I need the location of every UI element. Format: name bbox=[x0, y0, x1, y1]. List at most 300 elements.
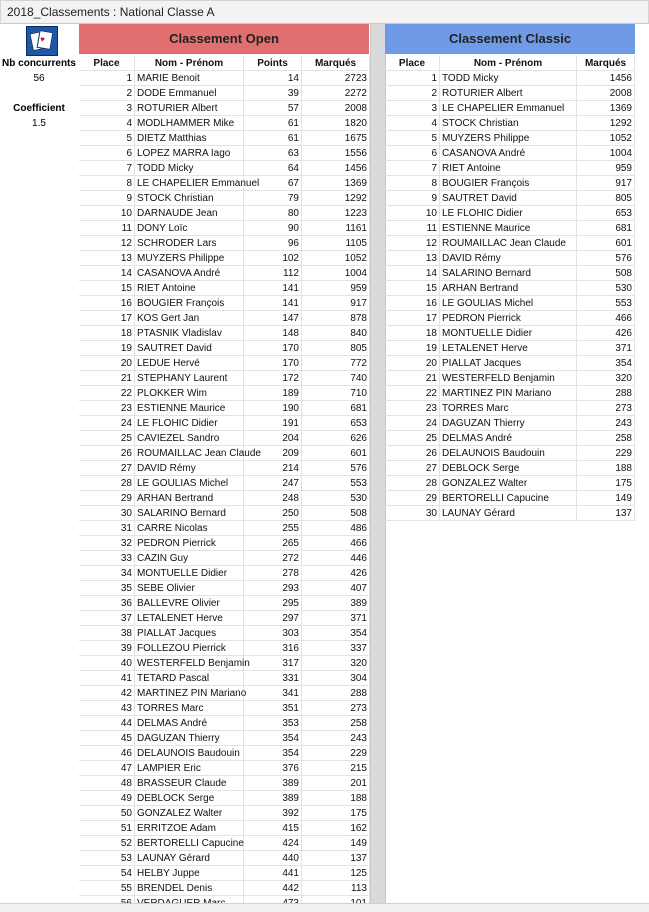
cell-points[interactable]: 189 bbox=[244, 386, 302, 401]
cell-place[interactable]: 19 bbox=[79, 341, 135, 356]
cell-scored[interactable]: 389 bbox=[302, 596, 370, 611]
cell-place[interactable]: 53 bbox=[79, 851, 135, 866]
cell-points[interactable]: 265 bbox=[244, 536, 302, 551]
cell-points[interactable]: 389 bbox=[244, 791, 302, 806]
cell-scored[interactable]: 243 bbox=[577, 416, 635, 431]
cell-name[interactable]: FOLLEZOU Pierrick bbox=[135, 641, 244, 656]
cell-name[interactable]: BOUGIER François bbox=[440, 176, 577, 191]
cell-name[interactable]: TORRES Marc bbox=[135, 701, 244, 716]
cell-points[interactable]: 214 bbox=[244, 461, 302, 476]
cell-place[interactable]: 17 bbox=[385, 311, 440, 326]
cell-scored[interactable]: 1369 bbox=[577, 101, 635, 116]
cell-name[interactable]: DEBLOCK Serge bbox=[440, 461, 577, 476]
cell-place[interactable]: 17 bbox=[79, 311, 135, 326]
cell-name[interactable]: DELAUNOIS Baudouin bbox=[135, 746, 244, 761]
cell-scored[interactable]: 243 bbox=[302, 731, 370, 746]
cell-scored[interactable]: 162 bbox=[302, 821, 370, 836]
cell-place[interactable]: 22 bbox=[79, 386, 135, 401]
coefficient-value[interactable]: 1.5 bbox=[32, 118, 46, 129]
cell-name[interactable]: LAUNAY Gérard bbox=[440, 506, 577, 521]
cell-place[interactable]: 5 bbox=[385, 131, 440, 146]
cell-name[interactable]: RIET Antoine bbox=[440, 161, 577, 176]
cell-scored[interactable]: 137 bbox=[577, 506, 635, 521]
cell-points[interactable]: 316 bbox=[244, 641, 302, 656]
cell-place[interactable]: 9 bbox=[385, 191, 440, 206]
cell-name[interactable]: MUYZERS Philippe bbox=[135, 251, 244, 266]
cell-points[interactable]: 272 bbox=[244, 551, 302, 566]
cell-name[interactable]: MONTUELLE Didier bbox=[135, 566, 244, 581]
cell-points[interactable]: 209 bbox=[244, 446, 302, 461]
cell-place[interactable]: 1 bbox=[385, 71, 440, 86]
cell-points[interactable]: 141 bbox=[244, 281, 302, 296]
cell-points[interactable]: 63 bbox=[244, 146, 302, 161]
cell-place[interactable]: 28 bbox=[79, 476, 135, 491]
cell-scored[interactable]: 137 bbox=[302, 851, 370, 866]
cell-points[interactable]: 14 bbox=[244, 71, 302, 86]
cell-place[interactable]: 1 bbox=[79, 71, 135, 86]
cell-place[interactable]: 4 bbox=[385, 116, 440, 131]
cell-place[interactable]: 8 bbox=[79, 176, 135, 191]
column-header-scored[interactable]: Marqués bbox=[577, 56, 635, 71]
cell-name[interactable]: SAUTRET David bbox=[135, 341, 244, 356]
cell-points[interactable]: 297 bbox=[244, 611, 302, 626]
column-header-name[interactable]: Nom - Prénom bbox=[135, 56, 244, 71]
cell-place[interactable]: 34 bbox=[79, 566, 135, 581]
cell-name[interactable]: TODD Micky bbox=[440, 71, 577, 86]
cell-name[interactable]: TETARD Pascal bbox=[135, 671, 244, 686]
spreadsheet[interactable] bbox=[0, 24, 649, 912]
cell-place[interactable]: 29 bbox=[79, 491, 135, 506]
cell-place[interactable]: 12 bbox=[79, 236, 135, 251]
cell-name[interactable]: PTASNIK Vladislav bbox=[135, 326, 244, 341]
cell-place[interactable]: 35 bbox=[79, 581, 135, 596]
cell-points[interactable]: 247 bbox=[244, 476, 302, 491]
cell-place[interactable]: 55 bbox=[79, 881, 135, 896]
cell-name[interactable]: PLOKKER Wim bbox=[135, 386, 244, 401]
cell-points[interactable]: 148 bbox=[244, 326, 302, 341]
cell-points[interactable]: 354 bbox=[244, 746, 302, 761]
cell-place[interactable]: 26 bbox=[385, 446, 440, 461]
cell-name[interactable]: ARHAN Bertrand bbox=[135, 491, 244, 506]
cell-points[interactable]: 67 bbox=[244, 176, 302, 191]
cell-name[interactable]: MARIE Benoit bbox=[135, 71, 244, 86]
cell-name[interactable]: DAVID Rémy bbox=[440, 251, 577, 266]
cell-points[interactable]: 141 bbox=[244, 296, 302, 311]
cell-place[interactable]: 16 bbox=[79, 296, 135, 311]
cell-place[interactable]: 30 bbox=[385, 506, 440, 521]
cell-place[interactable]: 31 bbox=[79, 521, 135, 536]
cell-points[interactable]: 90 bbox=[244, 221, 302, 236]
cell-scored[interactable]: 553 bbox=[302, 476, 370, 491]
cell-scored[interactable]: 805 bbox=[577, 191, 635, 206]
cell-place[interactable]: 38 bbox=[79, 626, 135, 641]
cell-name[interactable]: GONZALEZ Walter bbox=[135, 806, 244, 821]
cell-points[interactable]: 293 bbox=[244, 581, 302, 596]
cell-name[interactable]: LE GOULIAS Michel bbox=[440, 296, 577, 311]
cell-name[interactable]: CARRE Nicolas bbox=[135, 521, 244, 536]
cell-scored[interactable]: 2723 bbox=[302, 71, 370, 86]
cell-name[interactable]: ROTURIER Albert bbox=[440, 86, 577, 101]
cell-place[interactable]: 30 bbox=[79, 506, 135, 521]
cell-name[interactable]: SEBE Olivier bbox=[135, 581, 244, 596]
cell-points[interactable]: 392 bbox=[244, 806, 302, 821]
nb-concurrents-value[interactable]: 56 bbox=[33, 73, 45, 84]
cell-name[interactable]: DEBLOCK Serge bbox=[135, 791, 244, 806]
cell-name[interactable]: CAZIN Guy bbox=[135, 551, 244, 566]
cell-place[interactable]: 11 bbox=[79, 221, 135, 236]
cell-place[interactable]: 21 bbox=[79, 371, 135, 386]
cell-name[interactable]: ARHAN Bertrand bbox=[440, 281, 577, 296]
cell-scored[interactable]: 215 bbox=[302, 761, 370, 776]
cell-name[interactable]: CASANOVA André bbox=[135, 266, 244, 281]
cell-points[interactable]: 80 bbox=[244, 206, 302, 221]
cell-place[interactable]: 49 bbox=[79, 791, 135, 806]
cell-scored[interactable]: 2272 bbox=[302, 86, 370, 101]
cell-place[interactable]: 27 bbox=[79, 461, 135, 476]
cell-scored[interactable]: 288 bbox=[577, 386, 635, 401]
cell-name[interactable]: DAGUZAN Thierry bbox=[440, 416, 577, 431]
cell-name[interactable]: BALLEVRE Olivier bbox=[135, 596, 244, 611]
cell-scored[interactable]: 959 bbox=[302, 281, 370, 296]
cell-name[interactable]: DELMAS André bbox=[440, 431, 577, 446]
cell-name[interactable]: ROTURIER Albert bbox=[135, 101, 244, 116]
cell-name[interactable]: LEDUE Hervé bbox=[135, 356, 244, 371]
cell-scored[interactable]: 840 bbox=[302, 326, 370, 341]
cell-points[interactable]: 389 bbox=[244, 776, 302, 791]
cell-scored[interactable]: 2008 bbox=[577, 86, 635, 101]
cell-scored[interactable]: 1292 bbox=[577, 116, 635, 131]
cell-place[interactable]: 18 bbox=[385, 326, 440, 341]
cell-points[interactable]: 39 bbox=[244, 86, 302, 101]
cell-place[interactable]: 15 bbox=[385, 281, 440, 296]
cell-points[interactable]: 79 bbox=[244, 191, 302, 206]
cell-name[interactable]: PIALLAT Jacques bbox=[135, 626, 244, 641]
cell-scored[interactable]: 1456 bbox=[577, 71, 635, 86]
cell-scored[interactable]: 710 bbox=[302, 386, 370, 401]
cell-scored[interactable]: 2008 bbox=[302, 101, 370, 116]
cell-place[interactable]: 7 bbox=[79, 161, 135, 176]
cell-place[interactable]: 46 bbox=[79, 746, 135, 761]
cell-name[interactable]: BRENDEL Denis bbox=[135, 881, 244, 896]
cell-points[interactable]: 376 bbox=[244, 761, 302, 776]
cell-name[interactable]: LOPEZ MARRA Iago bbox=[135, 146, 244, 161]
cell-points[interactable]: 61 bbox=[244, 116, 302, 131]
cell-scored[interactable]: 273 bbox=[577, 401, 635, 416]
cell-scored[interactable]: 371 bbox=[302, 611, 370, 626]
cell-scored[interactable]: 354 bbox=[577, 356, 635, 371]
cell-scored[interactable]: 1675 bbox=[302, 131, 370, 146]
cell-name[interactable]: BERTORELLI Capucine bbox=[440, 491, 577, 506]
cell-name[interactable]: MONTUELLE Didier bbox=[440, 326, 577, 341]
cell-points[interactable]: 61 bbox=[244, 131, 302, 146]
cell-place[interactable]: 12 bbox=[385, 236, 440, 251]
cell-place[interactable]: 16 bbox=[385, 296, 440, 311]
cell-name[interactable]: MUYZERS Philippe bbox=[440, 131, 577, 146]
cell-name[interactable]: CASANOVA André bbox=[440, 146, 577, 161]
cell-place[interactable]: 23 bbox=[385, 401, 440, 416]
cell-scored[interactable]: 1052 bbox=[302, 251, 370, 266]
cell-place[interactable]: 13 bbox=[79, 251, 135, 266]
cell-points[interactable]: 112 bbox=[244, 266, 302, 281]
cell-name[interactable]: SALARINO Bernard bbox=[440, 266, 577, 281]
cell-place[interactable]: 37 bbox=[79, 611, 135, 626]
cell-scored[interactable]: 175 bbox=[577, 476, 635, 491]
cell-place[interactable]: 10 bbox=[79, 206, 135, 221]
cell-place[interactable]: 32 bbox=[79, 536, 135, 551]
cell-scored[interactable]: 288 bbox=[302, 686, 370, 701]
cell-points[interactable]: 415 bbox=[244, 821, 302, 836]
cell-place[interactable]: 6 bbox=[385, 146, 440, 161]
cell-name[interactable]: PEDRON Pierrick bbox=[135, 536, 244, 551]
cell-scored[interactable]: 486 bbox=[302, 521, 370, 536]
cell-place[interactable]: 40 bbox=[79, 656, 135, 671]
cell-place[interactable]: 47 bbox=[79, 761, 135, 776]
cell-scored[interactable]: 371 bbox=[577, 341, 635, 356]
cell-scored[interactable]: 320 bbox=[577, 371, 635, 386]
cell-scored[interactable]: 1105 bbox=[302, 236, 370, 251]
cell-place[interactable]: 3 bbox=[79, 101, 135, 116]
cell-place[interactable]: 7 bbox=[385, 161, 440, 176]
cell-points[interactable]: 57 bbox=[244, 101, 302, 116]
cell-place[interactable]: 48 bbox=[79, 776, 135, 791]
cell-name[interactable]: LE CHAPELIER Emmanuel bbox=[137, 178, 260, 189]
cell-name[interactable]: CAVIEZEL Sandro bbox=[135, 431, 244, 446]
cell-place[interactable]: 8 bbox=[385, 176, 440, 191]
cell-scored[interactable]: 576 bbox=[577, 251, 635, 266]
cell-scored[interactable]: 175 bbox=[302, 806, 370, 821]
cell-points[interactable]: 102 bbox=[244, 251, 302, 266]
cell-place[interactable]: 2 bbox=[79, 86, 135, 101]
cell-place[interactable]: 33 bbox=[79, 551, 135, 566]
cell-place[interactable]: 36 bbox=[79, 596, 135, 611]
cell-name[interactable]: LAUNAY Gérard bbox=[135, 851, 244, 866]
cell-name[interactable]: DAVID Rémy bbox=[135, 461, 244, 476]
cell-name[interactable]: WESTERFELD Benjamin bbox=[440, 371, 577, 386]
cell-points[interactable]: 170 bbox=[244, 356, 302, 371]
cell-place[interactable]: 3 bbox=[385, 101, 440, 116]
cell-scored[interactable]: 149 bbox=[577, 491, 635, 506]
cell-name[interactable]: DAGUZAN Thierry bbox=[135, 731, 244, 746]
cell-scored[interactable]: 273 bbox=[302, 701, 370, 716]
cell-place[interactable]: 41 bbox=[79, 671, 135, 686]
cell-name[interactable]: SALARINO Bernard bbox=[135, 506, 244, 521]
cell-place[interactable]: 21 bbox=[385, 371, 440, 386]
cell-name[interactable]: DELMAS André bbox=[135, 716, 244, 731]
cell-scored[interactable]: 466 bbox=[577, 311, 635, 326]
cell-place[interactable]: 24 bbox=[79, 416, 135, 431]
cell-place[interactable]: 43 bbox=[79, 701, 135, 716]
cell-scored[interactable]: 653 bbox=[302, 416, 370, 431]
cell-scored[interactable]: 1223 bbox=[302, 206, 370, 221]
cell-place[interactable]: 28 bbox=[385, 476, 440, 491]
cell-points[interactable]: 278 bbox=[244, 566, 302, 581]
cell-name[interactable]: LE FLOHIC Didier bbox=[440, 206, 577, 221]
cell-name[interactable]: RIET Antoine bbox=[135, 281, 244, 296]
cell-place[interactable]: 27 bbox=[385, 461, 440, 476]
cell-place[interactable]: 2 bbox=[385, 86, 440, 101]
cell-place[interactable]: 39 bbox=[79, 641, 135, 656]
cell-name[interactable]: LE CHAPELIER Emmanuel bbox=[440, 101, 577, 116]
cell-scored[interactable]: 530 bbox=[302, 491, 370, 506]
cell-points[interactable]: 424 bbox=[244, 836, 302, 851]
cell-points[interactable]: 440 bbox=[244, 851, 302, 866]
cell-scored[interactable]: 1820 bbox=[302, 116, 370, 131]
cell-name[interactable]: TODD Micky bbox=[135, 161, 244, 176]
cell-place[interactable]: 25 bbox=[385, 431, 440, 446]
cell-name[interactable]: DARNAUDE Jean bbox=[135, 206, 244, 221]
cell-name[interactable]: MARTINEZ PIN Mariano bbox=[440, 386, 577, 401]
cell-points[interactable]: 442 bbox=[244, 881, 302, 896]
cell-points[interactable]: 351 bbox=[244, 701, 302, 716]
cell-name[interactable]: LAMPIER Eric bbox=[135, 761, 244, 776]
cell-name[interactable]: LE GOULIAS Michel bbox=[135, 476, 244, 491]
cell-place[interactable]: 20 bbox=[79, 356, 135, 371]
cell-points[interactable]: 147 bbox=[244, 311, 302, 326]
cell-scored[interactable]: 917 bbox=[302, 296, 370, 311]
cell-name[interactable]: DODE Emmanuel bbox=[135, 86, 244, 101]
cell-name[interactable]: STOCK Christian bbox=[440, 116, 577, 131]
column-header-place[interactable]: Place bbox=[385, 56, 440, 71]
cell-points[interactable]: 295 bbox=[244, 596, 302, 611]
cell-scored[interactable]: 508 bbox=[302, 506, 370, 521]
cell-name[interactable]: KOS Gert Jan bbox=[135, 311, 244, 326]
cell-scored[interactable]: 553 bbox=[577, 296, 635, 311]
cell-scored[interactable]: 229 bbox=[577, 446, 635, 461]
cell-name[interactable]: STOCK Christian bbox=[135, 191, 244, 206]
cell-scored[interactable]: 917 bbox=[577, 176, 635, 191]
cell-scored[interactable]: 337 bbox=[302, 641, 370, 656]
cell-place[interactable]: 50 bbox=[79, 806, 135, 821]
cell-place[interactable]: 19 bbox=[385, 341, 440, 356]
cell-points[interactable]: 190 bbox=[244, 401, 302, 416]
cell-place[interactable]: 23 bbox=[79, 401, 135, 416]
cell-scored[interactable]: 1161 bbox=[302, 221, 370, 236]
cell-name[interactable]: LE FLOHIC Didier bbox=[135, 416, 244, 431]
cell-scored[interactable]: 149 bbox=[302, 836, 370, 851]
cell-place[interactable]: 6 bbox=[79, 146, 135, 161]
cell-place[interactable]: 18 bbox=[79, 326, 135, 341]
cell-name[interactable]: SAUTRET David bbox=[440, 191, 577, 206]
cell-place[interactable]: 15 bbox=[79, 281, 135, 296]
cell-points[interactable]: 354 bbox=[244, 731, 302, 746]
cell-place[interactable]: 54 bbox=[79, 866, 135, 881]
cell-scored[interactable]: 681 bbox=[302, 401, 370, 416]
cell-name[interactable]: ESTIENNE Maurice bbox=[440, 221, 577, 236]
cell-scored[interactable]: 959 bbox=[577, 161, 635, 176]
cell-points[interactable]: 441 bbox=[244, 866, 302, 881]
cell-scored[interactable]: 1369 bbox=[302, 176, 370, 191]
cell-place[interactable]: 26 bbox=[79, 446, 135, 461]
cell-name[interactable]: MODLHAMMER Mike bbox=[135, 116, 244, 131]
cell-points[interactable]: 96 bbox=[244, 236, 302, 251]
cell-points[interactable]: 353 bbox=[244, 716, 302, 731]
cell-scored[interactable]: 681 bbox=[577, 221, 635, 236]
cell-points[interactable]: 331 bbox=[244, 671, 302, 686]
cell-place[interactable]: 24 bbox=[385, 416, 440, 431]
cell-name[interactable]: DIETZ Matthias bbox=[135, 131, 244, 146]
cell-place[interactable]: 22 bbox=[385, 386, 440, 401]
cell-scored[interactable]: 1456 bbox=[302, 161, 370, 176]
cell-scored[interactable]: 601 bbox=[577, 236, 635, 251]
cell-place[interactable]: 52 bbox=[79, 836, 135, 851]
cell-name[interactable]: TORRES Marc bbox=[440, 401, 577, 416]
cell-points[interactable]: 250 bbox=[244, 506, 302, 521]
cell-name[interactable]: DONY Loïc bbox=[135, 221, 244, 236]
cell-place[interactable]: 51 bbox=[79, 821, 135, 836]
cell-points[interactable]: 64 bbox=[244, 161, 302, 176]
cell-name[interactable]: ESTIENNE Maurice bbox=[135, 401, 244, 416]
cell-place[interactable]: 10 bbox=[385, 206, 440, 221]
cell-scored[interactable]: 878 bbox=[302, 311, 370, 326]
cell-scored[interactable]: 1004 bbox=[302, 266, 370, 281]
cell-points[interactable]: 172 bbox=[244, 371, 302, 386]
cell-name[interactable]: PIALLAT Jacques bbox=[440, 356, 577, 371]
cell-scored[interactable]: 508 bbox=[577, 266, 635, 281]
cell-points[interactable]: 255 bbox=[244, 521, 302, 536]
cell-scored[interactable]: 1292 bbox=[302, 191, 370, 206]
cell-name[interactable]: PEDRON Pierrick bbox=[440, 311, 577, 326]
cell-scored[interactable]: 530 bbox=[577, 281, 635, 296]
cell-scored[interactable]: 426 bbox=[577, 326, 635, 341]
cell-points[interactable]: 170 bbox=[244, 341, 302, 356]
cell-scored[interactable]: 626 bbox=[302, 431, 370, 446]
cell-scored[interactable]: 125 bbox=[302, 866, 370, 881]
cell-name[interactable]: SCHRODER Lars bbox=[135, 236, 244, 251]
cell-scored[interactable]: 446 bbox=[302, 551, 370, 566]
cell-name[interactable]: DELAUNOIS Baudouin bbox=[440, 446, 577, 461]
cell-scored[interactable]: 201 bbox=[302, 776, 370, 791]
cell-name[interactable]: STEPHANY Laurent bbox=[135, 371, 244, 386]
column-header-scored[interactable]: Marqués bbox=[302, 56, 370, 71]
cell-name[interactable]: BERTORELLI Capucine bbox=[137, 838, 244, 849]
cell-points[interactable]: 191 bbox=[244, 416, 302, 431]
cell-name[interactable]: GONZALEZ Walter bbox=[440, 476, 577, 491]
cell-scored[interactable]: 426 bbox=[302, 566, 370, 581]
cell-scored[interactable]: 354 bbox=[302, 626, 370, 641]
cell-scored[interactable]: 188 bbox=[577, 461, 635, 476]
cell-scored[interactable]: 576 bbox=[302, 461, 370, 476]
cell-name[interactable]: ROUMAILLAC Jean Claude bbox=[440, 236, 577, 251]
cell-scored[interactable]: 407 bbox=[302, 581, 370, 596]
cell-points[interactable]: 341 bbox=[244, 686, 302, 701]
cell-place[interactable]: 4 bbox=[79, 116, 135, 131]
cell-name[interactable]: HELBY Juppe bbox=[135, 866, 244, 881]
cell-scored[interactable]: 1556 bbox=[302, 146, 370, 161]
cell-scored[interactable]: 466 bbox=[302, 536, 370, 551]
cell-place[interactable]: 11 bbox=[385, 221, 440, 236]
cell-place[interactable]: 14 bbox=[79, 266, 135, 281]
cell-scored[interactable]: 258 bbox=[577, 431, 635, 446]
column-header-name[interactable]: Nom - Prénom bbox=[440, 56, 577, 71]
cell-scored[interactable]: 740 bbox=[302, 371, 370, 386]
cell-name[interactable]: MARTINEZ PIN Mariano bbox=[137, 688, 247, 699]
cell-scored[interactable]: 113 bbox=[302, 881, 370, 896]
cell-scored[interactable]: 258 bbox=[302, 716, 370, 731]
column-header-points[interactable]: Points bbox=[244, 56, 302, 71]
cell-place[interactable]: 20 bbox=[385, 356, 440, 371]
cell-points[interactable]: 303 bbox=[244, 626, 302, 641]
cell-place[interactable]: 9 bbox=[79, 191, 135, 206]
cell-place[interactable]: 5 bbox=[79, 131, 135, 146]
cell-name[interactable]: WESTERFELD Benjamin bbox=[137, 658, 250, 669]
cell-scored[interactable]: 320 bbox=[302, 656, 370, 671]
cell-scored[interactable]: 653 bbox=[577, 206, 635, 221]
cell-place[interactable]: 25 bbox=[79, 431, 135, 446]
cell-place[interactable]: 45 bbox=[79, 731, 135, 746]
cell-scored[interactable]: 1004 bbox=[577, 146, 635, 161]
horizontal-scrollbar[interactable] bbox=[0, 903, 649, 912]
cell-scored[interactable]: 805 bbox=[302, 341, 370, 356]
